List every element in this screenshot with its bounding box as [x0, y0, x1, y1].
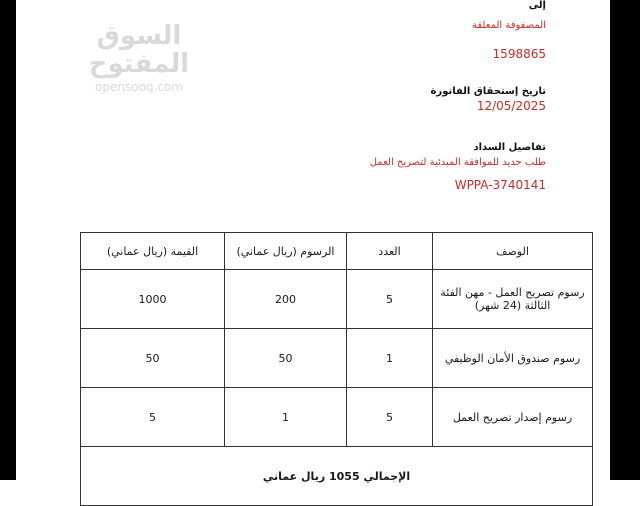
- payment-details-label: تفاصيل السداد: [473, 142, 546, 153]
- table-header-row: [81, 233, 593, 270]
- table-total-row: [81, 447, 593, 506]
- due-date-label: تاريخ إستحقاق الفاتورة: [430, 86, 546, 97]
- row-description: رسوم تصريح العمل - مهن الفئة الثالثة (24 شهر): [433, 270, 593, 329]
- invoice-total: الإجمالي 1055 ريال عماني: [81, 447, 593, 506]
- payment-reference: WPPA-3740141: [454, 178, 546, 192]
- row-value: 50: [81, 329, 225, 388]
- recipient-name: المصفوفة المعلقة: [472, 20, 546, 31]
- right-black-border: [610, 0, 640, 480]
- table-row: [81, 329, 593, 388]
- due-date-value: 12/05/2025: [476, 99, 546, 113]
- to-label: إلى: [528, 0, 546, 11]
- invoice-table: [80, 232, 593, 506]
- header-description: الوصف: [433, 233, 593, 270]
- row-fee: 200: [225, 270, 347, 329]
- row-count: 5: [347, 388, 433, 447]
- opensooq-watermark: [84, 22, 194, 94]
- row-value: 1000: [81, 270, 225, 329]
- row-count: 5: [347, 270, 433, 329]
- row-fee: 50: [225, 329, 347, 388]
- row-fee: 1: [225, 388, 347, 447]
- payment-description: طلب جديد للموافقة المبدئية لتصريح العمل: [369, 157, 546, 168]
- header-fee: الرسوم (ريال عماني): [225, 233, 347, 270]
- header-count: العدد: [347, 233, 433, 270]
- row-count: 1: [347, 329, 433, 388]
- left-black-border: [0, 0, 16, 480]
- header-value: القيمة (ريال عماني): [81, 233, 225, 270]
- table-row: [81, 270, 593, 329]
- row-value: 5: [81, 388, 225, 447]
- invoice-page: [16, 0, 610, 483]
- watermark-arabic: السوق المفتوح: [88, 21, 190, 79]
- table-row: [81, 388, 593, 447]
- row-description: رسوم إصدار تصريح العمل: [433, 388, 593, 447]
- recipient-id: 1598865: [492, 47, 546, 61]
- row-description: رسوم صندوق الأمان الوظيفي: [433, 329, 593, 388]
- watermark-latin: opensooq.com: [95, 80, 183, 94]
